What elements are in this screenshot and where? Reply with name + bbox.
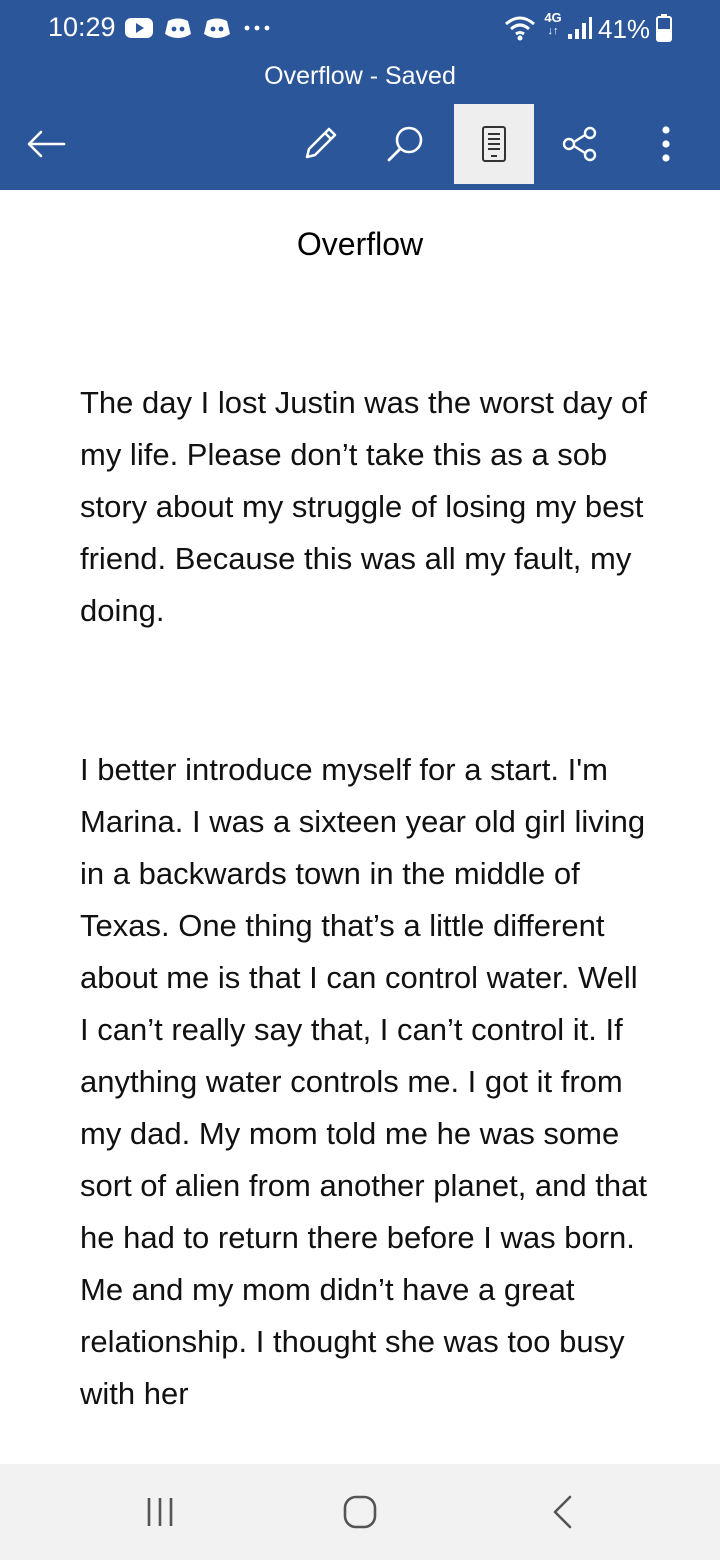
document-paragraph[interactable]: The day I lost Justin was the worst day of my life. Please don’t take this as a sob story about my struggle of losing my best friend. Because this was all my fault, my doing.	[80, 385, 647, 628]
network-type	[540, 10, 566, 38]
home-icon	[342, 1494, 378, 1530]
document-paragraph[interactable]: I better introduce myself for a start. I'm Marina. I was a sixteen year old girl living in a backwards town in the middle of Texas. One thing that’s a little different about me is that I can control water. Well I can’t really say that, I can’t control it. If anything water controls me. I got it from my dad. My mom told me he was some sort of alien from another planet, and that he had to return there before I was born. Me and my mom didn’t have a great relationship. I thought she was too busy with her	[80, 752, 647, 1411]
document-status-title: Overflow - Saved	[264, 62, 456, 90]
app-header	[0, 0, 720, 190]
battery-percent: 41%	[598, 14, 651, 44]
document-title: Overflow	[296, 226, 424, 262]
share-button[interactable]	[540, 104, 620, 184]
back-arrow-button[interactable]	[6, 104, 86, 184]
mobile-view-button[interactable]	[454, 104, 534, 184]
discord-icon	[163, 14, 193, 42]
wifi-icon	[504, 14, 536, 42]
back-icon	[550, 1494, 574, 1530]
data-arrows-icon: ↓↑	[547, 25, 559, 37]
home-button[interactable]	[330, 1482, 390, 1542]
signal-icon	[566, 14, 594, 42]
more-options-button[interactable]	[626, 104, 706, 184]
network-label: 4G	[544, 10, 562, 25]
status-time: 10:29	[48, 12, 116, 42]
share-icon	[560, 125, 600, 163]
more-options-icon	[661, 126, 671, 162]
system-navigation-bar	[0, 1464, 720, 1560]
edit-pencil-icon	[301, 125, 339, 163]
search-icon	[386, 124, 426, 164]
recent-apps-button[interactable]	[130, 1482, 190, 1542]
mobile-view-icon	[481, 125, 507, 163]
more-notifications-icon	[244, 14, 270, 42]
back-button[interactable]	[532, 1482, 592, 1542]
battery-icon	[655, 14, 673, 42]
edit-button[interactable]	[280, 104, 360, 184]
youtube-icon	[124, 14, 154, 42]
search-button[interactable]	[366, 104, 446, 184]
discord-icon	[202, 14, 232, 42]
recent-apps-icon	[145, 1496, 175, 1528]
status-bar	[0, 0, 720, 60]
back-arrow-icon	[26, 129, 66, 159]
